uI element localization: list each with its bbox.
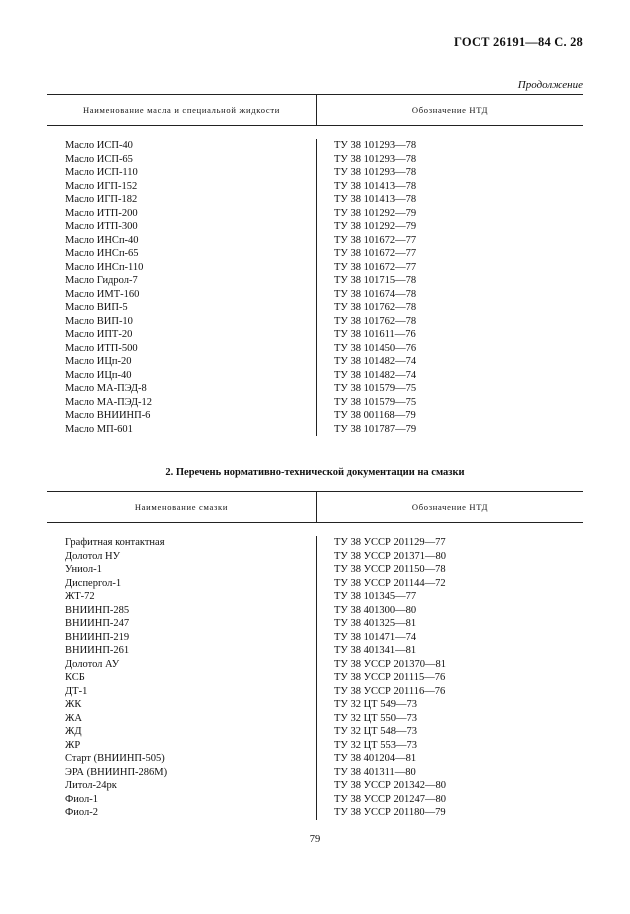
grease-row-ntd: ТУ 32 ЦТ 553—73 [334,739,417,751]
oil-row-ntd: ТУ 38 101292—79 [334,221,417,232]
oil-row-ntd: ТУ 38 101787—79 [334,423,417,435]
grease-row-name: ВНИИНП-247 [65,618,130,629]
oils-name-column [47,139,317,436]
oil-row-ntd: ТУ 38 101579—75 [334,383,417,394]
greases-ntd-column [317,536,583,820]
oil-row-ntd: ТУ 38 101579—75 [334,396,417,408]
oil-row-ntd: ТУ 38 101611—76 [334,329,416,340]
grease-row-name: Долотол НУ [65,550,121,562]
oil-row-name: Масло ИТП-500 [65,342,138,354]
grease-row-name: Графитная контактная [65,537,165,548]
grease-row-name: ЖД [65,726,82,737]
oils-ntd-column [317,139,583,436]
grease-row-ntd: ТУ 38 101345—77 [334,591,417,602]
grease-row-ntd: ТУ 38 401204—81 [334,753,417,764]
grease-row-ntd: ТУ 38 401300—80 [334,604,417,616]
grease-row-ntd: ТУ 38 УССР 201370—81 [334,658,447,670]
oil-row-ntd: ТУ 38 101715—78 [334,275,417,286]
grease-row-name: ВНИИНП-261 [65,645,130,656]
oil-row-ntd: ТУ 38 101293—78 [334,153,417,165]
oil-row-ntd: ТУ 38 101762—78 [334,315,417,327]
grease-row-ntd: ТУ 38 401325—81 [334,618,417,629]
oils-table [47,94,583,436]
grease-row-ntd: ТУ 38 101471—74 [334,631,417,643]
oil-row-ntd: ТУ 38 101292—79 [334,207,417,219]
grease-row-ntd: ТУ 38 УССР 201144—72 [334,577,446,589]
greases-table [47,491,583,820]
oil-row-name: Масло ВИП-10 [65,315,133,327]
oil-row-name: Масло ИЦп-20 [65,356,132,367]
oil-row-name: Масло ИГП-182 [65,194,138,205]
document-code-header: ГОСТ 26191—84 С. 28 [454,35,583,49]
grease-row-name: Фиол-1 [65,793,99,805]
oil-row-name: Масло ИСП-40 [65,140,133,151]
grease-row-name: Литол-24рк [65,780,117,791]
oil-row-ntd: ТУ 38 101672—77 [334,234,417,246]
grease-row-name: Диспергол-1 [65,577,122,589]
grease-row-name: ЖК [65,699,82,710]
oil-row-name: Масло ИГП-152 [65,180,138,192]
oil-row-ntd: ТУ 38 101413—78 [334,180,417,192]
oil-row-name: Масло ВНИИНП-6 [65,410,151,421]
oil-row-ntd: ТУ 38 101482—74 [334,369,417,381]
grease-row-ntd: ТУ 38 УССР 201342—80 [334,780,447,791]
grease-row-ntd: ТУ 38 401311—80 [334,766,416,778]
oil-row-name: Масло МА-ПЭД-12 [65,396,152,408]
oil-row-name: Масло ИЦп-40 [65,369,132,381]
oil-row-ntd: ТУ 38 101672—77 [334,261,417,273]
grease-row-ntd: ТУ 38 УССР 201180—79 [334,807,446,818]
oil-row-ntd: ТУ 38 101762—78 [334,302,417,313]
oil-row-name: Масло МА-ПЭД-8 [65,383,147,394]
grease-row-ntd: ТУ 38 УССР 201371—80 [334,550,447,562]
grease-row-name: Фиол-2 [65,807,99,818]
grease-row-name: ЭРА (ВНИИНП-286М) [65,766,168,778]
oil-row-name: Масло ИТП-200 [65,207,138,219]
oil-row-ntd: ТУ 38 101413—78 [334,194,417,205]
oil-row-ntd: ТУ 38 101293—78 [334,167,417,178]
grease-row-name: ВНИИНП-285 [65,604,130,616]
oil-row-name: Масло ИСП-110 [65,167,138,178]
oil-row-ntd: ТУ 38 101482—74 [334,356,417,367]
oil-row-ntd: ТУ 38 001168—79 [334,410,416,421]
oils-name-column-header: Наименование масла и специальной жидкости [47,95,317,125]
oil-row-name: Масло ИНСп-65 [65,248,139,259]
continuation-label: Продолжение [517,79,583,91]
grease-row-name: ЖР [65,739,81,751]
oil-row-ntd: ТУ 38 101674—78 [334,288,417,300]
oil-row-name: Масло ИНСп-110 [65,261,144,273]
grease-row-ntd: ТУ 32 ЦТ 550—73 [334,712,417,724]
oil-row-name: Масло ИТП-300 [65,221,138,232]
grease-row-name: ДТ-1 [65,685,88,697]
grease-row-name: КСБ [65,672,85,683]
grease-row-ntd: ТУ 38 УССР 201129—77 [334,537,446,548]
page-number: 79 [309,834,321,845]
grease-row-ntd: ТУ 32 ЦТ 548—73 [334,726,417,737]
grease-row-ntd: ТУ 38 УССР 201150—78 [334,564,446,575]
grease-row-name: Старт (ВНИИНП-505) [65,753,165,764]
grease-row-ntd: ТУ 32 ЦТ 549—73 [334,699,417,710]
oil-row-name: Масло Гидрол-7 [65,275,138,286]
greases-name-column-header: Наименование смазки [47,492,317,522]
greases-ntd-column-header: Обозначение НТД [411,502,489,512]
section-2-title: 2. Перечень нормативно-технической документации на смазки [165,467,465,478]
oils-ntd-column-header: Обозначение НТД [411,105,489,115]
oil-row-name: Масло ИНСп-40 [65,234,139,246]
oil-row-ntd: ТУ 38 101450—76 [334,342,417,354]
oil-row-name: Масло ИПТ-20 [65,329,133,340]
oil-row-name: Масло ИМТ-160 [65,288,140,300]
grease-row-ntd: ТУ 38 401341—81 [334,645,417,656]
oil-row-name: Масло ИСП-65 [65,153,133,165]
grease-row-name: ЖТ-72 [65,591,95,602]
oil-row-name: Масло ВИП-5 [65,302,128,313]
oils-table-header [47,94,583,126]
greases-table-header [47,491,583,523]
grease-row-name: ЖА [65,712,82,724]
greases-name-column [47,536,317,820]
grease-row-name: Долотол АУ [65,658,120,670]
grease-row-ntd: ТУ 38 УССР 201247—80 [334,793,447,805]
oil-row-ntd: ТУ 38 101672—77 [334,248,417,259]
grease-row-name: ВНИИНП-219 [65,631,130,643]
grease-row-name: Униол-1 [65,564,102,575]
grease-row-ntd: ТУ 38 УССР 201115—76 [334,672,446,683]
oil-row-ntd: ТУ 38 101293—78 [334,140,417,151]
oil-row-name: Масло МП-601 [65,423,133,435]
grease-row-ntd: ТУ 38 УССР 201116—76 [334,685,446,697]
